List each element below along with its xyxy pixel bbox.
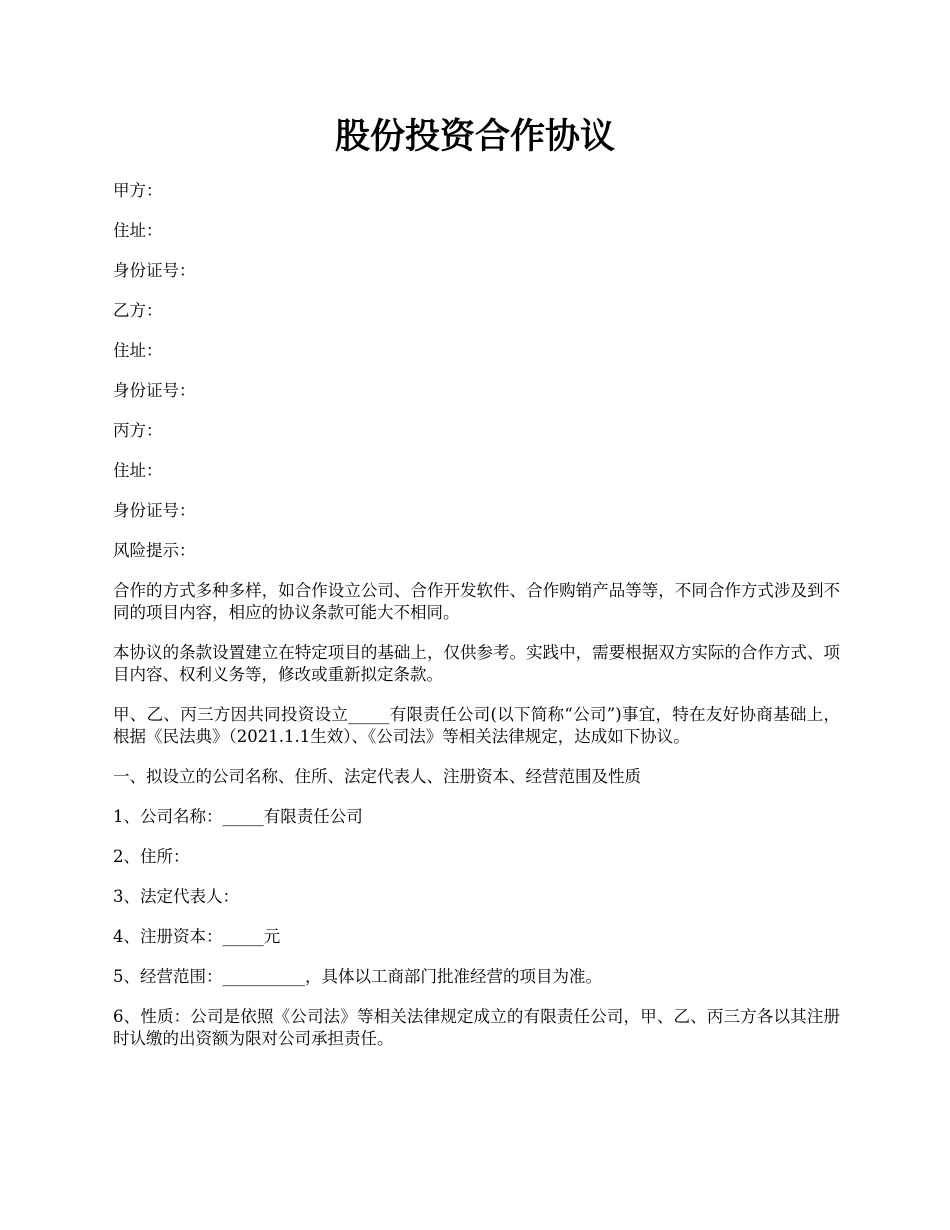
- clause-company-name: 1、公司名称：_____有限责任公司: [113, 807, 363, 826]
- party-b-address: 住址：: [113, 341, 163, 360]
- risk-paragraph-1: 合作的方式多种多样，如合作设立公司、合作开发软件、合作购销产品等等，不同合作方式涉及到不同的项目内容，相应的协议条款可能大不相同。: [113, 581, 840, 622]
- risk-notice-label: 风险提示：: [113, 541, 196, 560]
- document-title: 股份投资合作协议: [334, 116, 615, 157]
- clause-business-scope: 5、经营范围：__________，具体以工商部门批准经营的项目为准。: [113, 967, 602, 986]
- clause-nature: 6、性质：公司是依照《公司法》等相关法律规定成立的有限责任公司，甲、乙、丙三方各以其注册时认缴的出资额为限对公司承担责任。: [113, 1007, 840, 1048]
- party-a-address: 住址：: [113, 221, 163, 240]
- party-c-id-number: 身份证号：: [113, 501, 196, 520]
- party-b-id-number: 身份证号：: [113, 381, 196, 400]
- clause-address: 2、住所：: [113, 847, 190, 866]
- section-heading: 一、拟设立的公司名称、住所、法定代表人、注册资本、经营范围及性质: [113, 767, 641, 786]
- party-b-label: 乙方：: [113, 301, 163, 320]
- clause-legal-representative: 3、法定代表人：: [113, 887, 239, 906]
- party-c-label: 丙方：: [113, 421, 163, 440]
- party-a-id-number: 身份证号：: [113, 261, 196, 280]
- party-c-address: 住址：: [113, 461, 163, 480]
- preamble-paragraph: 甲、乙、丙三方因共同投资设立_____有限责任公司(以下简称“公司”)事宜，特在友好协商基础上，根据《民法典》（2021.1.1生效）、《公司法》等相关法律规定，达成如下协议。: [113, 705, 840, 746]
- party-a-label: 甲方：: [113, 181, 163, 200]
- clause-registered-capital: 4、注册资本：_____元: [113, 927, 281, 946]
- document-body: [113, 180, 840, 1068]
- risk-paragraph-2: 本协议的条款设置建立在特定项目的基础上，仅供参考。实践中，需要根据双方实际的合作方式、项目内容、权利义务等，修改或重新拟定条款。: [113, 643, 840, 684]
